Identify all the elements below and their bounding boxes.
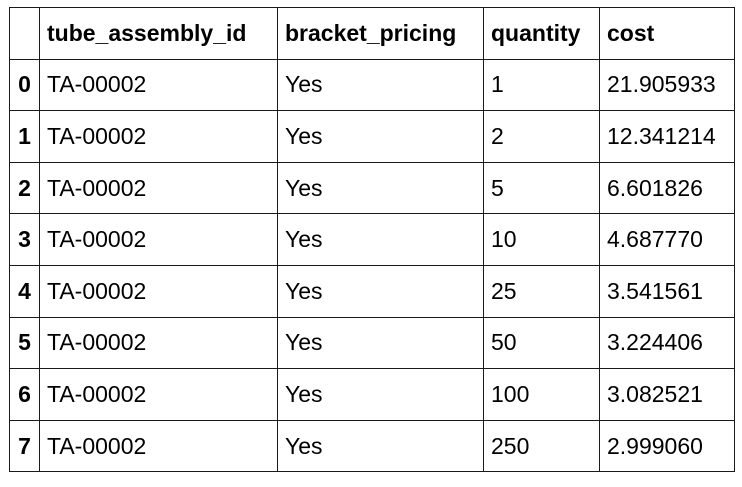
table-row (10, 369, 735, 421)
cell-quantity: 50 (484, 317, 600, 369)
header-row (10, 8, 735, 60)
dataframe-table (9, 7, 735, 472)
column-header-quantity: quantity (484, 8, 600, 60)
cell-bracket-pricing: Yes (278, 317, 484, 369)
cell-tube-assembly-id: TA-00002 (40, 369, 278, 421)
cell-cost: 6.601826 (600, 162, 735, 214)
cell-quantity: 10 (484, 214, 600, 266)
row-index: 2 (10, 162, 40, 214)
cell-tube-assembly-id: TA-00002 (40, 265, 278, 317)
cell-quantity: 250 (484, 420, 600, 472)
table-row (10, 162, 735, 214)
cell-bracket-pricing: Yes (278, 369, 484, 421)
cell-cost: 3.224406 (600, 317, 735, 369)
row-index: 6 (10, 369, 40, 421)
column-header-tube-assembly-id: tube_assembly_id (40, 8, 278, 60)
cell-cost: 2.999060 (600, 420, 735, 472)
cell-cost: 12.341214 (600, 111, 735, 163)
cell-quantity: 5 (484, 162, 600, 214)
table-row (10, 265, 735, 317)
cell-quantity: 100 (484, 369, 600, 421)
cell-cost: 3.082521 (600, 369, 735, 421)
cell-cost: 21.905933 (600, 59, 735, 111)
cell-quantity: 1 (484, 59, 600, 111)
cell-tube-assembly-id: TA-00002 (40, 317, 278, 369)
cell-bracket-pricing: Yes (278, 265, 484, 317)
cell-bracket-pricing: Yes (278, 111, 484, 163)
table-row (10, 59, 735, 111)
table-row (10, 214, 735, 266)
table-row (10, 420, 735, 472)
row-index: 4 (10, 265, 40, 317)
cell-bracket-pricing: Yes (278, 59, 484, 111)
cell-bracket-pricing: Yes (278, 214, 484, 266)
cell-bracket-pricing: Yes (278, 420, 484, 472)
row-index: 7 (10, 420, 40, 472)
cell-tube-assembly-id: TA-00002 (40, 162, 278, 214)
column-header-bracket-pricing: bracket_pricing (278, 8, 484, 60)
row-index: 5 (10, 317, 40, 369)
table-row (10, 317, 735, 369)
cell-tube-assembly-id: TA-00002 (40, 420, 278, 472)
cell-quantity: 25 (484, 265, 600, 317)
cell-quantity: 2 (484, 111, 600, 163)
cell-cost: 3.541561 (600, 265, 735, 317)
table-row (10, 111, 735, 163)
row-index: 0 (10, 59, 40, 111)
row-index: 1 (10, 111, 40, 163)
row-index: 3 (10, 214, 40, 266)
index-header-corner (10, 8, 40, 60)
cell-bracket-pricing: Yes (278, 162, 484, 214)
column-header-cost: cost (600, 8, 735, 60)
cell-tube-assembly-id: TA-00002 (40, 111, 278, 163)
cell-tube-assembly-id: TA-00002 (40, 214, 278, 266)
dataframe-table-container (9, 7, 735, 472)
cell-tube-assembly-id: TA-00002 (40, 59, 278, 111)
cell-cost: 4.687770 (600, 214, 735, 266)
